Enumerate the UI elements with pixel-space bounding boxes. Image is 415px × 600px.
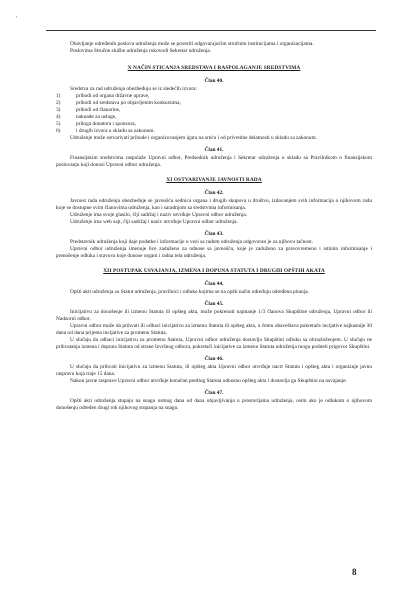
scan-mark: ' xyxy=(16,16,18,22)
section-heading: X NAČIN STICANJA SREDSTAVA I RASPOLAGANJE SREDSTVIMA xyxy=(127,65,301,71)
list-item-number: 5) xyxy=(56,121,61,127)
paragraph: U slučaju da prihvati inicijativu za izmenu Statuta, ili opšteg akta Upravni odbor utvrđuje nacrt Statuta i opšteg akta i organizuje javnu raspravu koja traje 15 dana. xyxy=(56,364,372,377)
list-item-text: prihodi od sredstava po objavljenim konkursima, xyxy=(76,100,181,106)
paragraph: Obavljanje određenih poslova udruženja može se poveriti odgovarajućim stručnim institucijama i organizacijama. xyxy=(70,41,314,47)
paragraph: Udruženje ima web sajt, čiji sadržaj i naziv utvrđuje Upravni odbor udruženja. xyxy=(70,219,238,225)
article-heading: Član 45. xyxy=(204,301,224,307)
list-item-text: naknade za usluge, xyxy=(76,114,117,120)
paragraph: Upravni odbor udruženja imenuje lice zaduženo za odnose sa javnošću, koje je zaduženo za pravovremeno i istinito informisanje i prenošenje odluka i stavova koje donose organi i radna tela udruženja. xyxy=(56,246,372,259)
paragraph: Udruženje ima svoje glasilo, čiji sadržaj i naziv utvrđuje Upravni odbor udruženja. xyxy=(70,212,248,218)
list-item-number: 1) xyxy=(56,93,61,99)
article-heading: Član 42. xyxy=(204,190,224,196)
list-item-number: 2) xyxy=(56,100,61,106)
article-heading: Član 47. xyxy=(204,390,224,396)
list-item xyxy=(56,121,372,128)
list-item xyxy=(56,128,372,135)
paragraph: Nakon javne rasprave Upravni odbor utvrđuje konačan predlog Statuta odnosno opšteg akta i dostavlja ga Skupštini na usvajanje. xyxy=(70,378,347,384)
page-number: 8 xyxy=(352,567,357,577)
article-heading: Član 43. xyxy=(204,231,224,237)
paragraph: U slučaju da odbaci inicijativu za promenu Statuta, Upravni odbor udruženja dostavlja Skupštini odluku sa obrazloženjem. U slučaju ne prihvatanja izmena i dopuna Statuta od strane Izvršnog odbora, pokretači inicijative za izmenu Statuta udruženja mogu podneti prigovor Skupštini. xyxy=(56,337,372,350)
article-heading: Član 41. xyxy=(204,147,224,153)
document-body xyxy=(56,41,372,412)
paragraph: Inicijativu za donošenje ili izmenu Statuta ili opšteg akta, može pokrenuti najmanje 1/3 članova Skupštine udruženja, Upravni odbor ili Nadzorni odbor. xyxy=(56,309,372,322)
paragraph: Opšti akti udruženja stupaju na snagu osmog dana od dana objavljivanja u prostorijama udruženja, osim ako je odlukom o njihovom donošenju određen drugi rok njihovog stupanja na snagu. xyxy=(56,398,372,411)
funding-sources-list xyxy=(56,93,372,135)
article-heading: Član 40. xyxy=(204,78,224,84)
list-item-number: 4) xyxy=(56,114,61,120)
paragraph: Upravni odbor može da prihvati ili odbaci inicijativu za izmenu Statuta ili opšteg akta, o čemu obaveštava pokretače incijative najkasnije 30 dana od dana prijema incijative za promenu Statuta. xyxy=(56,323,372,336)
list-item-number: 3) xyxy=(56,107,61,113)
list-item-text: prihodi od članarine, xyxy=(76,107,121,113)
paragraph: Opšti akti udruženja su Statut udruženja, pravilnici i odluke kojima se na opšti način određuju određena pitanja. xyxy=(70,289,309,295)
section-heading: XI OSTVARIVANJE JAVNOSTI RADA xyxy=(166,177,262,183)
article-heading: Član 46. xyxy=(204,356,224,362)
article-heading: Član 44. xyxy=(204,281,224,287)
paragraph: Finansijskim sredstvima raspolaže Upravni odbor, Predsednik udruženja i Sekretar udruženja u skladu sa Pravilnikom o finansijskom poslovanju koji donosi Upravni odbor udruženja. xyxy=(56,155,372,168)
paragraph: Sredstva za rad udruženja obezbeđuju se iz sledećih izvora: xyxy=(70,86,198,92)
header-rule xyxy=(46,30,376,31)
list-item-text: prihodi od organa državne uprave, xyxy=(76,93,150,99)
list-item-text: priloga donatora i sponzora, xyxy=(76,121,136,127)
list-item xyxy=(56,107,372,114)
list-item xyxy=(56,100,372,107)
paragraph: Javnost rada udruženja obezbeđuje se javnošću sednica organa i drugih skupova u društvu, izdavanjem svih informacija o njihovom radu koje se dostupne svim članovima udruženja, kao i saradnjom sa sredstvima informisanja. xyxy=(56,198,372,211)
list-item xyxy=(56,93,372,100)
paragraph: Poslovima Stručne službe udruženja rukovodi Sekretar udruženja. xyxy=(70,48,212,54)
list-item xyxy=(56,114,372,121)
paragraph: Predstavnik udruženja koji daje podatke i informacije u vezi sa radom udruženja odgovoran je za njihovu tačnost. xyxy=(70,239,313,245)
list-item-text: i drugih izvora u skladu sa zakonom. xyxy=(76,128,155,134)
list-item-number: 6) xyxy=(56,128,61,134)
section-heading: XII POSTUPAK USVAJANJA, IZMENA I DOPUNA STATUTA I DRUGIH OPŠTIH AKATA xyxy=(103,268,325,274)
paragraph: Udruženje može ostvarivati prihode i organizovanjem igara na sreću i od privredne delatnosti u skladu sa zakonom. xyxy=(70,135,317,141)
